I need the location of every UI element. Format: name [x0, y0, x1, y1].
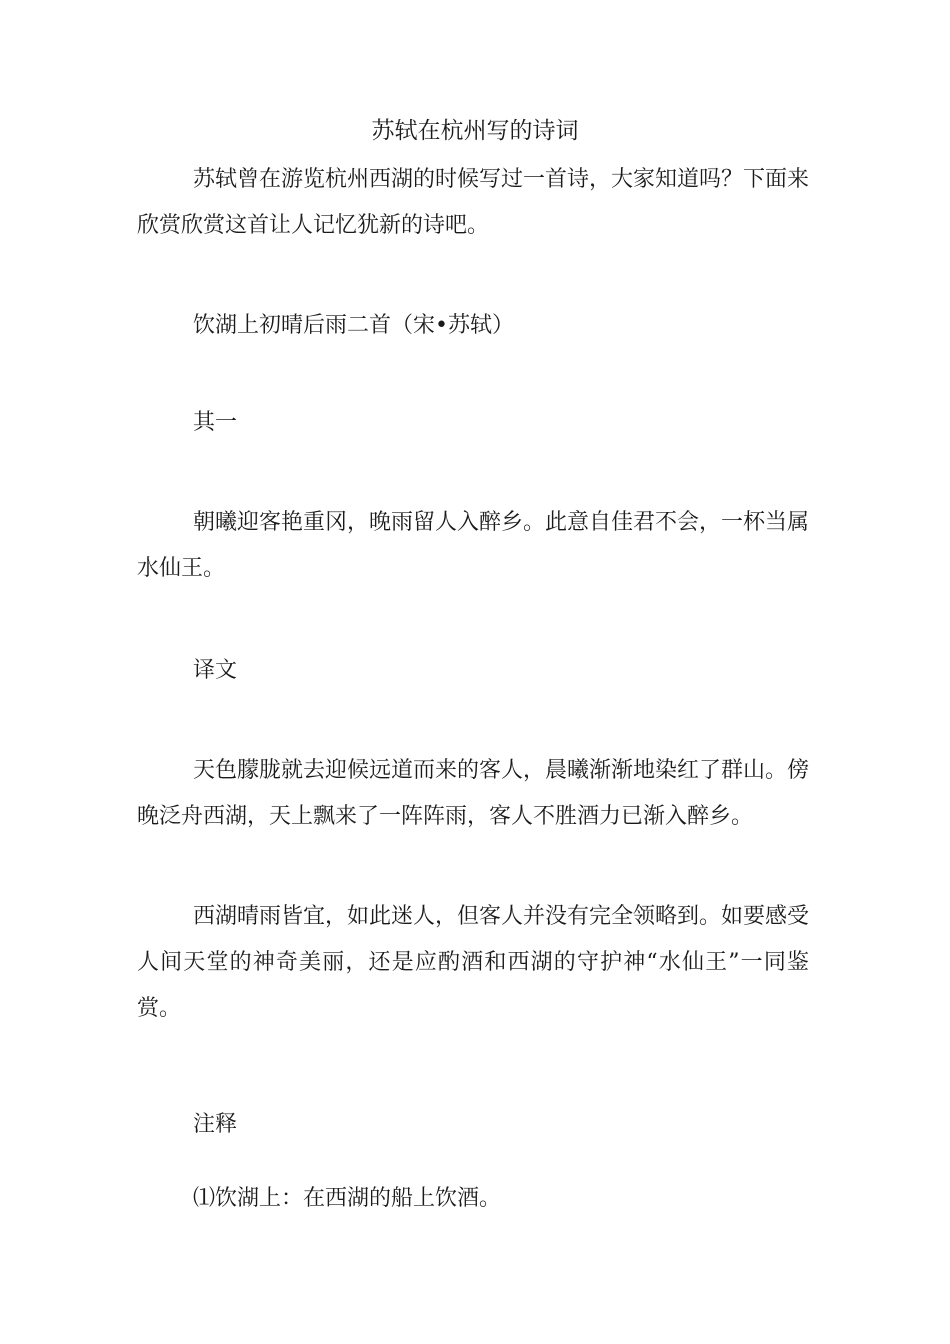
intro-paragraph: 苏轼曾在游览杭州西湖的时候写过一首诗，大家知道吗？下面来欣赏欣赏这首让人记忆犹新的诗吧。 [137, 167, 810, 238]
poem-text: 朝曦迎客艳重冈，晚雨留人入醉乡。此意自佳君不会，一杯当属水仙王。 [137, 510, 810, 581]
section-heading-one: 其一 [193, 410, 238, 435]
note-item: ⑴饮湖上：在西湖的船上饮酒。 [193, 1186, 502, 1211]
document-title: 苏轼在杭州写的诗词 [371, 118, 579, 144]
notes-heading: 注释 [193, 1112, 238, 1137]
translation-heading: 译文 [193, 658, 238, 683]
translation-paragraph-2: 西湖晴雨皆宜，如此迷人，但客人并没有完全领略到。如要感受人间天堂的神奇美丽，还是应酌酒和西湖的守护神“水仙王”一同鉴赏。 [137, 904, 810, 1021]
translation-paragraph-1: 天色朦胧就去迎候远道而来的客人，晨曦渐渐地染红了群山。傍晚泛舟西湖，天上飘来了一阵阵雨，客人不胜酒力已渐入醉乡。 [137, 758, 810, 829]
poem-heading: 饮湖上初晴后雨二首（宋•苏轼） [193, 313, 514, 338]
